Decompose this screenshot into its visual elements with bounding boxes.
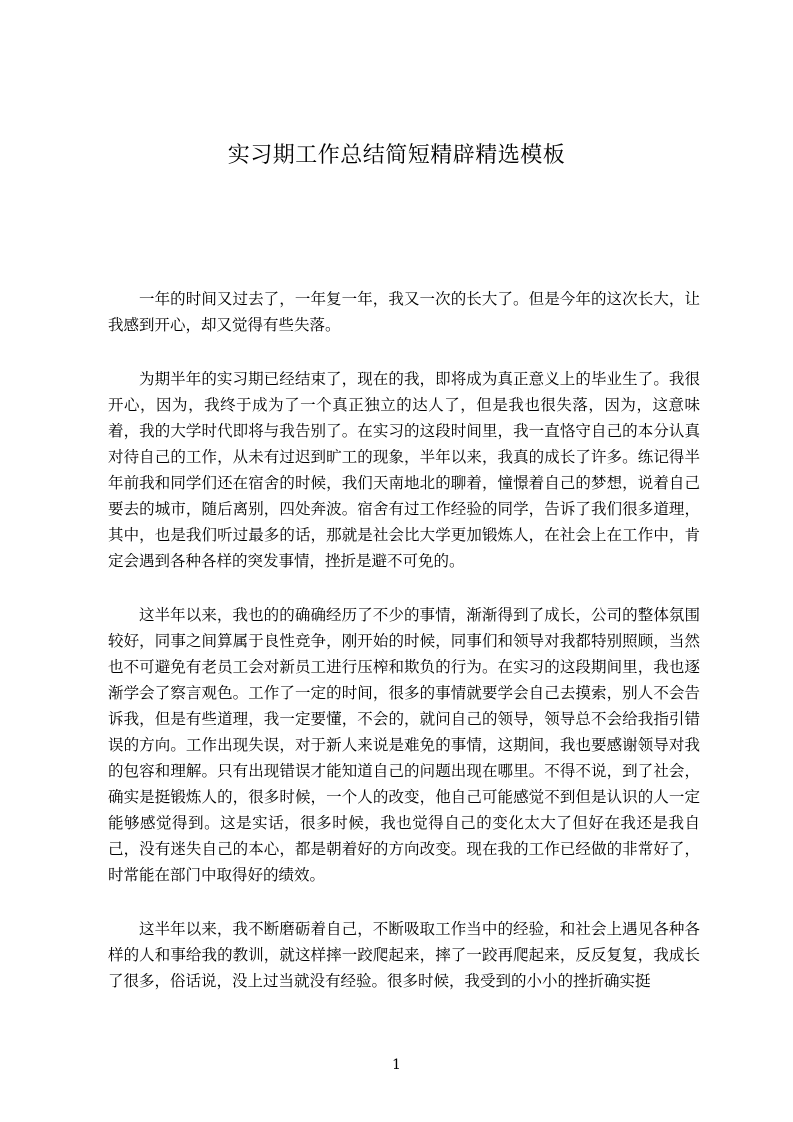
paragraph-3: 这半年以来，我也的的确确经历了不少的事情，渐渐得到了成长，公司的整体氛围较好，同事之间算属于良性竞争，刚开始的时候，同事们和领导对我都特别照顾，当然也不可避免有老员工会对新员工进行压榨和欺负的行为。在实习的这段期间里，我也逐渐学会了察言观色。工作了一定的时间，很多的事情就要学会自己去摸索，别人不会告诉我，但是有些道理，我一定要懂，不会的，就问自己的领导，领导总不会给我指引错误的方向。工作出现失误，对于新人来说是难免的事情，这期间，我也要感谢领导对我的包容和理解。只有出现错误才能知道自己的问题出现在哪里。不得不说，到了社会，确实是挺锻炼人的，很多时候，一个人的改变，他自己可能感觉不到但是认识的人一定能够感觉得到。这是实话，很多时候，我也觉得自己的变化太大了但好在我还是我自己，没有迷失自己的本心，都是朝着好的方向改变。现在我的工作已经做的非常好了，时常能在部门中取得好的绩效。 <box>108 606 700 884</box>
document-body <box>108 286 700 1022</box>
paragraph-2: 为期半年的实习期已经结束了，现在的我，即将成为真正意义上的毕业生了。我很开心，因为，我终于成为了一个真正独立的达人了，但是我也很失落，因为，这意味着，我的大学时代即将与我告别了。在实习的这段时间里，我一直恪守自己的本分认真对待自己的工作，从未有过迟到旷工的现象，半年以来，我真的成长了许多。练记得半年前我和同学们还在宿舍的时候，我们天南地北的聊着，憧憬着自己的梦想，说着自己要去的城市，随后离别，四处奔波。宿舍有过工作经验的同学，告诉了我们很多道理，其中，也是我们听过最多的话，那就是社会比大学更加锻炼人，在社会上在工作中，肯定会遇到各种各样的突发事情，挫折是避不可免的。 <box>108 370 700 570</box>
page-number: 1 <box>392 1057 401 1073</box>
paragraph-4: 这半年以来，我不断磨砺着自己，不断吸取工作当中的经验，和社会上遇见各种各样的人和事给我的教训，就这样摔一跤爬起来，摔了一跤再爬起来，反反复复，我成长了很多，俗话说，没上过当就没有经验。很多时候，我受到的小小的挫折确实挺 <box>108 920 700 990</box>
document-title: 实习期工作总结简短精辟精选模板 <box>227 143 566 168</box>
paragraph-1: 一年的时间又过去了，一年复一年，我又一次的长大了。但是今年的这次长大，让我感到开心，却又觉得有些失落。 <box>108 290 700 334</box>
